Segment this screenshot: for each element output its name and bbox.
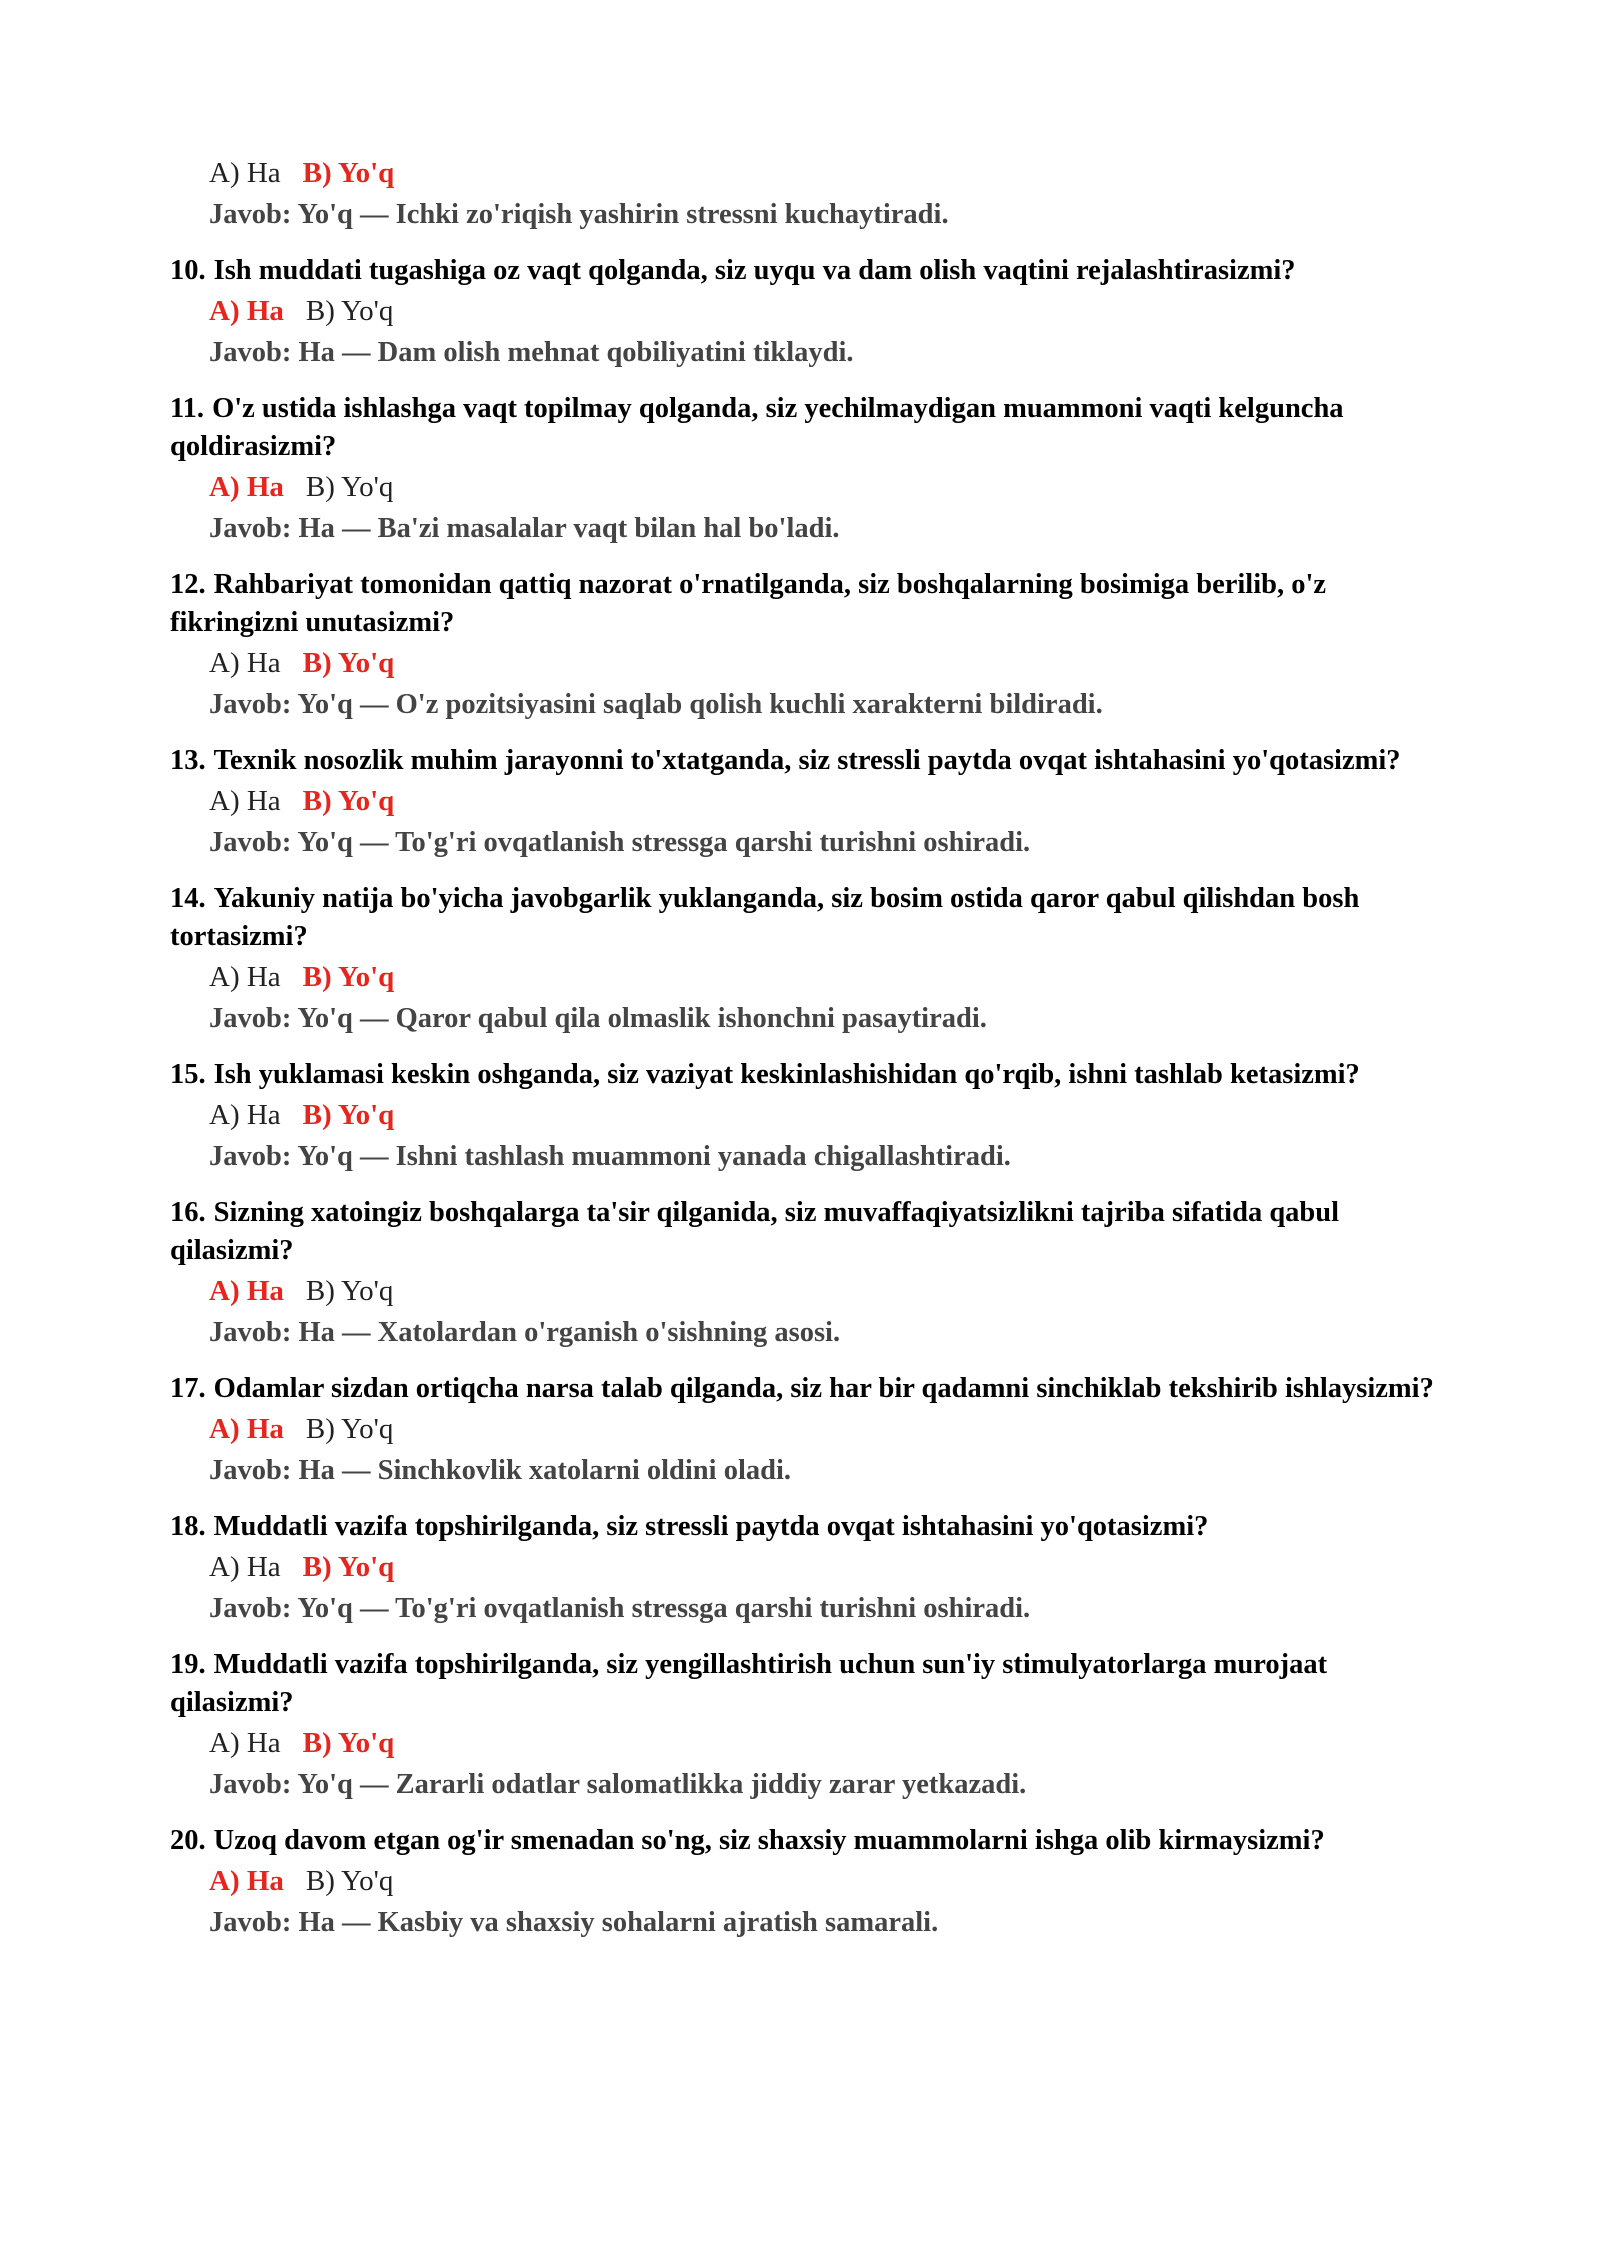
- question-block: [170, 1822, 1440, 1944]
- question-block: [170, 390, 1440, 550]
- option-b: B) Yo'q: [305, 1275, 394, 1307]
- question-label: O'z ustida ishlashga vaqt topilmay qolganda, siz yechilmaydigan muammoni vaqti kelguncha qoldirasizmi?: [170, 393, 1344, 462]
- answer-label: Javob:: [209, 513, 292, 544]
- answer-explanation: Ha — Ba'zi masalalar vaqt bilan hal bo'ladi.: [298, 513, 840, 544]
- question-block: [170, 152, 1440, 236]
- answer-explanation: Ha — Kasbiy va shaxsiy sohalarni ajratish samarali.: [298, 1907, 939, 1938]
- option-b: B) Yo'q: [305, 1413, 394, 1445]
- option-a: A) Ha: [209, 785, 281, 817]
- option-a: A) Ha: [209, 1099, 281, 1131]
- answer-label: Javob:: [209, 199, 292, 230]
- question-label: Uzoq davom etgan og'ir smenadan so'ng, siz shaxsiy muammolarni ishga olib kirmaysizmi?: [213, 1825, 1325, 1856]
- answer-explanation: Ha — Sinchkovlik xatolarni oldini oladi.: [298, 1455, 792, 1486]
- option-a: A) Ha: [209, 1275, 284, 1307]
- question-text: [170, 1508, 1440, 1546]
- question-label: Muddatli vazifa topshirilganda, siz stressli paytda ovqat ishtahasini yo'qotasizmi?: [213, 1511, 1209, 1542]
- option-a: A) Ha: [209, 1551, 281, 1583]
- answer-label: Javob:: [209, 337, 292, 368]
- question-number: 15.: [170, 1059, 206, 1090]
- question-text: [170, 252, 1440, 290]
- answer-line: [170, 1312, 1440, 1354]
- answer-explanation: Yo'q — To'g'ri ovqatlanish stressga qarshi turishni oshiradi.: [297, 827, 1031, 858]
- question-number: 20.: [170, 1825, 206, 1856]
- answer-options: [170, 956, 1440, 998]
- question-text: [170, 1370, 1440, 1408]
- answer-line: [170, 998, 1440, 1040]
- question-text: [170, 390, 1440, 466]
- answer-explanation: Yo'q — Ichki zo'riqish yashirin stressni kuchaytiradi.: [297, 199, 949, 230]
- answer-label: Javob:: [209, 1455, 292, 1486]
- option-a: A) Ha: [209, 1727, 281, 1759]
- question-label: Ish muddati tugashiga oz vaqt qolganda, siz uyqu va dam olish vaqtini rejalashtirasizmi?: [213, 255, 1296, 286]
- option-a: A) Ha: [209, 961, 281, 993]
- option-a: A) Ha: [209, 647, 281, 679]
- answer-label: Javob:: [209, 1769, 292, 1800]
- question-number: 12.: [170, 569, 206, 600]
- question-number: 14.: [170, 883, 206, 914]
- option-b: B) Yo'q: [305, 1865, 394, 1897]
- answer-label: Javob:: [209, 689, 292, 720]
- quiz-content: [170, 152, 1440, 1944]
- answer-options: [170, 290, 1440, 332]
- option-b: B) Yo'q: [302, 157, 395, 189]
- question-text: [170, 1822, 1440, 1860]
- answer-label: Javob:: [209, 1907, 292, 1938]
- answer-line: [170, 508, 1440, 550]
- question-text: [170, 742, 1440, 780]
- question-block: [170, 1646, 1440, 1806]
- answer-options: [170, 1722, 1440, 1764]
- answer-options: [170, 1546, 1440, 1588]
- question-text: [170, 1194, 1440, 1270]
- answer-line: [170, 194, 1440, 236]
- answer-line: [170, 332, 1440, 374]
- question-block: [170, 742, 1440, 864]
- answer-label: Javob:: [209, 1317, 292, 1348]
- option-b: B) Yo'q: [302, 785, 395, 817]
- question-block: [170, 1370, 1440, 1492]
- option-b: B) Yo'q: [302, 647, 395, 679]
- answer-line: [170, 822, 1440, 864]
- option-a: A) Ha: [209, 157, 281, 189]
- question-number: 13.: [170, 745, 206, 776]
- question-label: Ish yuklamasi keskin oshganda, siz vaziyat keskinlashishidan qo'rqib, ishni tashlab ketasizmi?: [213, 1059, 1360, 1090]
- question-text: [170, 1056, 1440, 1094]
- answer-options: [170, 642, 1440, 684]
- answer-explanation: Ha — Xatolardan o'rganish o'sishning asosi.: [298, 1317, 841, 1348]
- question-number: 18.: [170, 1511, 206, 1542]
- answer-line: [170, 1136, 1440, 1178]
- question-block: [170, 252, 1440, 374]
- answer-explanation: Yo'q — O'z pozitsiyasini saqlab qolish kuchli xarakterni bildiradi.: [297, 689, 1103, 720]
- option-a: A) Ha: [209, 1413, 284, 1445]
- question-label: Rahbariyat tomonidan qattiq nazorat o'rnatilganda, siz boshqalarning bosimiga berilib, o'z fikringizni unutasizmi?: [170, 569, 1327, 638]
- answer-explanation: Yo'q — Qaror qabul qila olmaslik ishonchni pasaytiradi.: [297, 1003, 987, 1034]
- answer-label: Javob:: [209, 1003, 292, 1034]
- answer-explanation: Ha — Dam olish mehnat qobiliyatini tiklaydi.: [298, 337, 854, 368]
- answer-options: [170, 1408, 1440, 1450]
- question-block: [170, 880, 1440, 1040]
- question-text: [170, 880, 1440, 956]
- answer-label: Javob:: [209, 827, 292, 858]
- answer-options: [170, 1094, 1440, 1136]
- answer-explanation: Yo'q — Zararli odatlar salomatlikka jiddiy zarar yetkazadi.: [297, 1769, 1027, 1800]
- question-block: [170, 1056, 1440, 1178]
- answer-options: [170, 1860, 1440, 1902]
- answer-options: [170, 466, 1440, 508]
- answer-label: Javob:: [209, 1593, 292, 1624]
- question-label: Texnik nosozlik muhim jarayonni to'xtatganda, siz stressli paytda ovqat ishtahasini yo'qotasizmi?: [213, 745, 1401, 776]
- option-b: B) Yo'q: [302, 1551, 395, 1583]
- question-number: 10.: [170, 255, 206, 286]
- question-label: Muddatli vazifa topshirilganda, siz yengillashtirish uchun sun'iy stimulyatorlarga murojaat qilasizmi?: [170, 1649, 1328, 1718]
- option-a: A) Ha: [209, 471, 284, 503]
- answer-options: [170, 780, 1440, 822]
- option-a: A) Ha: [209, 295, 284, 327]
- question-text: [170, 566, 1440, 642]
- question-block: [170, 566, 1440, 726]
- option-b: B) Yo'q: [305, 295, 394, 327]
- question-label: Sizning xatoingiz boshqalarga ta'sir qilganida, siz muvaffaqiyatsizlikni tajriba sifatida qabul qilasizmi?: [170, 1197, 1340, 1266]
- question-number: 19.: [170, 1649, 206, 1680]
- answer-line: [170, 1764, 1440, 1806]
- question-number: 11.: [170, 393, 205, 424]
- option-b: B) Yo'q: [305, 471, 394, 503]
- option-b: B) Yo'q: [302, 1727, 395, 1759]
- answer-explanation: Yo'q — Ishni tashlash muammoni yanada chigallashtiradi.: [297, 1141, 1011, 1172]
- answer-line: [170, 1902, 1440, 1944]
- option-a: A) Ha: [209, 1865, 284, 1897]
- answer-line: [170, 1588, 1440, 1630]
- option-b: B) Yo'q: [302, 1099, 395, 1131]
- question-block: [170, 1508, 1440, 1630]
- answer-line: [170, 1450, 1440, 1492]
- answer-line: [170, 684, 1440, 726]
- answer-label: Javob:: [209, 1141, 292, 1172]
- question-number: 17.: [170, 1373, 206, 1404]
- question-number: 16.: [170, 1197, 206, 1228]
- question-label: Odamlar sizdan ortiqcha narsa talab qilganda, siz har bir qadamni sinchiklab tekshirib ishlaysizmi?: [213, 1373, 1434, 1404]
- answer-explanation: Yo'q — To'g'ri ovqatlanish stressga qarshi turishni oshiradi.: [297, 1593, 1031, 1624]
- answer-options: [170, 152, 1440, 194]
- option-b: B) Yo'q: [302, 961, 395, 993]
- question-block: [170, 1194, 1440, 1354]
- answer-options: [170, 1270, 1440, 1312]
- question-text: [170, 1646, 1440, 1722]
- question-label: Yakuniy natija bo'yicha javobgarlik yuklanganda, siz bosim ostida qaror qabul qilishdan bosh tortasizmi?: [170, 883, 1360, 952]
